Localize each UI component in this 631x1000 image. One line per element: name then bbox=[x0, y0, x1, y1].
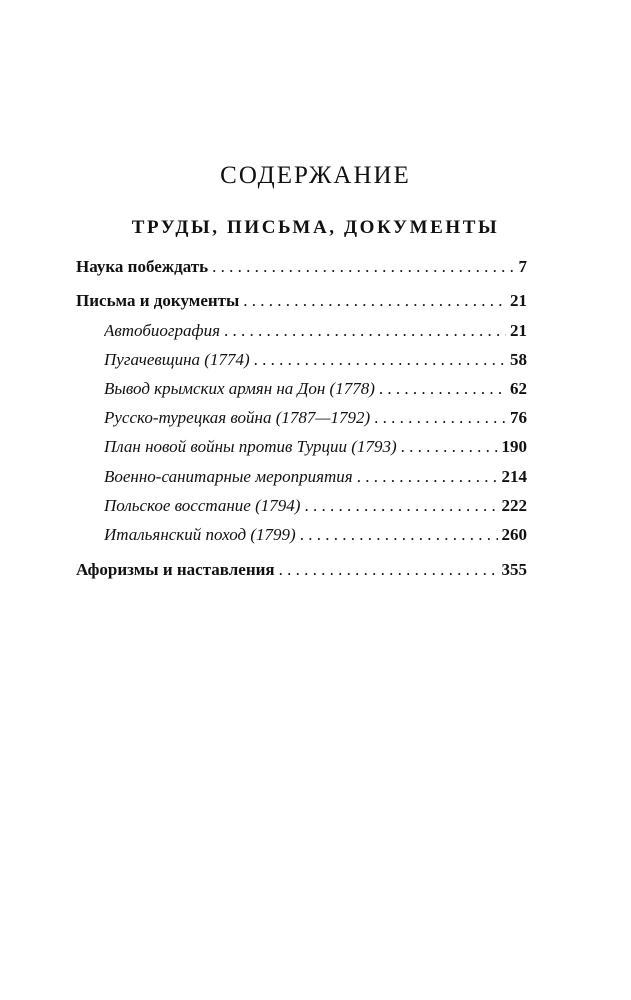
toc-page-number: 76 bbox=[510, 408, 527, 427]
toc-entry-nauka-pobezhdat bbox=[76, 257, 527, 279]
toc-entry-label: План новой войны против Турции (1793) bbox=[104, 437, 397, 456]
section-heading: ТРУДЫ, ПИСЬМА, ДОКУМЕНТЫ bbox=[131, 217, 500, 238]
toc-page-number: 58 bbox=[510, 350, 527, 369]
toc-entry-avtobiografiya bbox=[104, 321, 527, 343]
toc-dot-leader bbox=[401, 437, 498, 457]
toc-dot-leader bbox=[212, 257, 514, 277]
toc-dot-leader bbox=[300, 525, 498, 545]
toc-entry-russko-turetskaya-voyna bbox=[104, 408, 527, 430]
toc-entry-italyanskiy-pokhod bbox=[104, 525, 527, 547]
toc-entry-pisma-i-dokumenty bbox=[76, 291, 527, 313]
toc-page-number: 21 bbox=[510, 291, 527, 310]
toc-page-number: 260 bbox=[501, 525, 527, 544]
toc-dot-leader bbox=[243, 291, 506, 311]
toc-entry-label: Автобиография bbox=[104, 321, 220, 340]
toc-page-number: 7 bbox=[518, 257, 527, 276]
toc-entry-label: Военно-санитарные мероприятия bbox=[104, 467, 353, 486]
toc-page-number: 62 bbox=[510, 379, 527, 398]
toc-entry-label: Вывод крымских армян на Дон (1778) bbox=[104, 379, 375, 398]
toc-entry-voenno-sanitarnye bbox=[104, 467, 527, 489]
toc-entry-polskoe-vosstanie bbox=[104, 496, 527, 518]
toc-entry-label: Русско-турецкая война (1787—1792) bbox=[104, 408, 371, 427]
page-title: СОДЕРЖАНИЕ bbox=[220, 162, 411, 189]
toc-entry-label: Наука побеждать bbox=[76, 257, 209, 276]
toc-entry-pugachevshchina bbox=[104, 350, 527, 372]
toc-entry-label: Пугачевщина (1774) bbox=[104, 350, 250, 369]
toc-dot-leader bbox=[304, 496, 497, 516]
toc-dot-leader bbox=[379, 379, 506, 399]
toc-dot-leader bbox=[279, 560, 498, 580]
toc-entry-label: Письма и документы bbox=[76, 291, 240, 310]
toc-entry-label: Афоризмы и наставления bbox=[76, 560, 275, 579]
toc-dot-leader bbox=[224, 321, 506, 341]
toc-page-number: 222 bbox=[501, 496, 527, 515]
toc-entry-plan-novoy-voyny bbox=[104, 437, 527, 459]
toc-entry-label: Итальянский поход (1799) bbox=[104, 525, 296, 544]
toc-entry-aforizmy bbox=[76, 560, 527, 582]
toc-page-number: 214 bbox=[501, 467, 527, 486]
toc-dot-leader bbox=[357, 467, 498, 487]
toc-entry-label: Польское восстание (1794) bbox=[104, 496, 301, 515]
toc-page-number: 355 bbox=[501, 560, 527, 579]
toc-dot-leader bbox=[374, 408, 506, 428]
toc-page-number: 21 bbox=[510, 321, 527, 340]
toc-page-number: 190 bbox=[501, 437, 527, 456]
toc-entry-vyvod-krymskikh-armyan bbox=[104, 379, 527, 401]
toc-dot-leader bbox=[254, 350, 506, 370]
